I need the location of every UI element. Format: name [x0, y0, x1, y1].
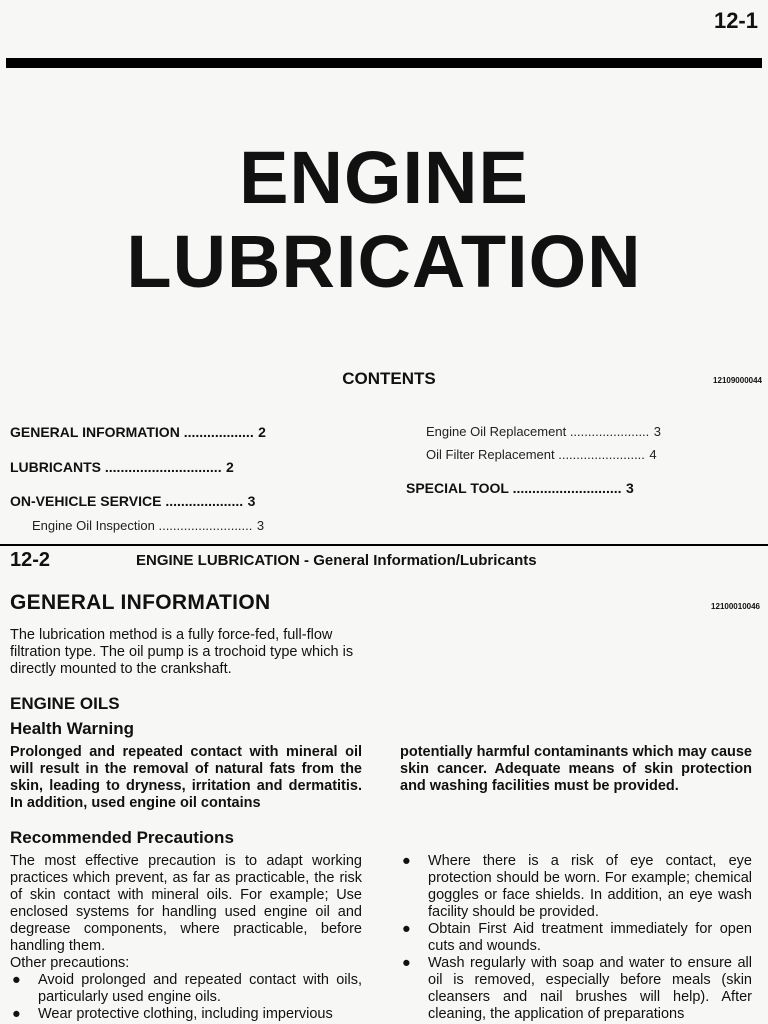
toc-page: 3	[653, 424, 661, 439]
toc-label: GENERAL INFORMATION	[10, 424, 180, 440]
section-code: 12100010046	[711, 602, 760, 611]
toc-label: Engine Oil Replacement	[426, 424, 567, 439]
health-warning-heading: Health Warning	[10, 719, 135, 738]
page-number: 12-2	[10, 549, 51, 571]
toc-label: ON-VEHICLE SERVICE	[10, 493, 162, 509]
list-item-text: Where there is a risk of eye contact, eye protection should be worn. For example; chemical goggles or face shields. In addition, an eye wash facility should be provided.	[428, 853, 752, 920]
intro-paragraph: The lubrication method is a fully force-fed, full-flow filtration type. The oil pump is a trochoid type which is directly mounted to the crankshaft.	[10, 627, 354, 677]
toc-page: 2	[226, 459, 234, 475]
bullet-icon: ●	[402, 853, 411, 869]
toc-entry[interactable]	[10, 424, 266, 442]
other-precautions-label: Other precautions:	[10, 955, 130, 971]
toc-entry[interactable]	[10, 493, 255, 511]
warning-paragraph-right: potentially harmful contaminants which may cause skin cancer. Adequate means of skin protection and washing facilities must be provided.	[400, 744, 752, 794]
contents-heading: CONTENTS	[342, 369, 436, 388]
list-item-text: Obtain First Aid treatment immediately for open cuts and wounds.	[428, 921, 752, 954]
toc-page: 4	[649, 447, 657, 462]
toc-leader: ..................	[179, 424, 254, 440]
bullet-icon: ●	[12, 1006, 21, 1022]
toc-entry[interactable]	[32, 517, 264, 535]
list-item	[400, 921, 752, 955]
precautions-list-left	[10, 972, 362, 1023]
toc-page: 3	[247, 493, 256, 509]
toc-entry[interactable]	[10, 459, 234, 477]
page-divider	[0, 544, 768, 546]
toc-leader: ....................	[161, 493, 244, 509]
toc-leader: ..........................	[154, 518, 253, 533]
toc-leader: ........................	[554, 447, 645, 462]
list-item-text: Avoid prolonged and repeated contact with oils, particularly used engine oils.	[38, 972, 362, 1005]
toc-entry[interactable]	[426, 423, 661, 441]
list-item-text: Wear protective clothing, including impervious	[38, 1006, 333, 1022]
toc-leader: ............................	[508, 480, 622, 496]
engine-oils-heading: ENGINE OILS	[10, 694, 120, 713]
toc-entry[interactable]	[406, 480, 634, 498]
toc-leader: ......................	[566, 424, 650, 439]
list-item	[400, 955, 752, 1023]
toc-label: LUBRICANTS	[10, 459, 101, 475]
toc-entry[interactable]	[426, 446, 657, 464]
toc-page: 2	[258, 424, 266, 440]
toc-label: Engine Oil Inspection	[32, 518, 155, 533]
list-item-text: Wash regularly with soap and water to ensure all oil is removed, especially before meals (skin cleansers and nail brushes will help). After cleaning, the application of preparations	[428, 955, 752, 1022]
warning-paragraph-left: Prolonged and repeated contact with mineral oil will result in the removal of natural fats from the skin, leading to dryness, irritation and dermatitis. In addition, used engine oil contains	[10, 744, 362, 811]
precautions-intro: The most effective precaution is to adapt working practices which prevent, as far as practicable, the risk of skin contact with mineral oils. For example; Use enclosed systems for handling used engine oil and degrease components, where practicable, before handling them.	[10, 853, 362, 954]
list-item	[400, 853, 752, 921]
precautions-heading: Recommended Precautions	[10, 828, 234, 847]
toc-leader: ..............................	[101, 459, 222, 475]
list-item	[10, 972, 362, 1006]
header-rule	[6, 58, 762, 68]
toc-page: 3	[625, 480, 634, 496]
precautions-list-right	[400, 853, 752, 1023]
list-item	[10, 1006, 362, 1023]
page-number: 12-1	[713, 8, 758, 33]
section-title: GENERAL INFORMATION	[10, 591, 271, 614]
running-head: ENGINE LUBRICATION - General Information/Lubricants	[136, 552, 537, 569]
toc-page: 3	[256, 518, 265, 533]
chapter-title-line-1: ENGINE	[239, 136, 529, 219]
chapter-title-line-2: LUBRICATION	[126, 220, 642, 303]
contents-code: 12109000044	[713, 376, 762, 385]
bullet-icon: ●	[12, 972, 21, 988]
toc-label: SPECIAL TOOL	[406, 480, 509, 496]
bullet-icon: ●	[402, 921, 411, 937]
bullet-icon: ●	[402, 955, 411, 971]
toc-label: Oil Filter Replacement	[426, 447, 555, 462]
